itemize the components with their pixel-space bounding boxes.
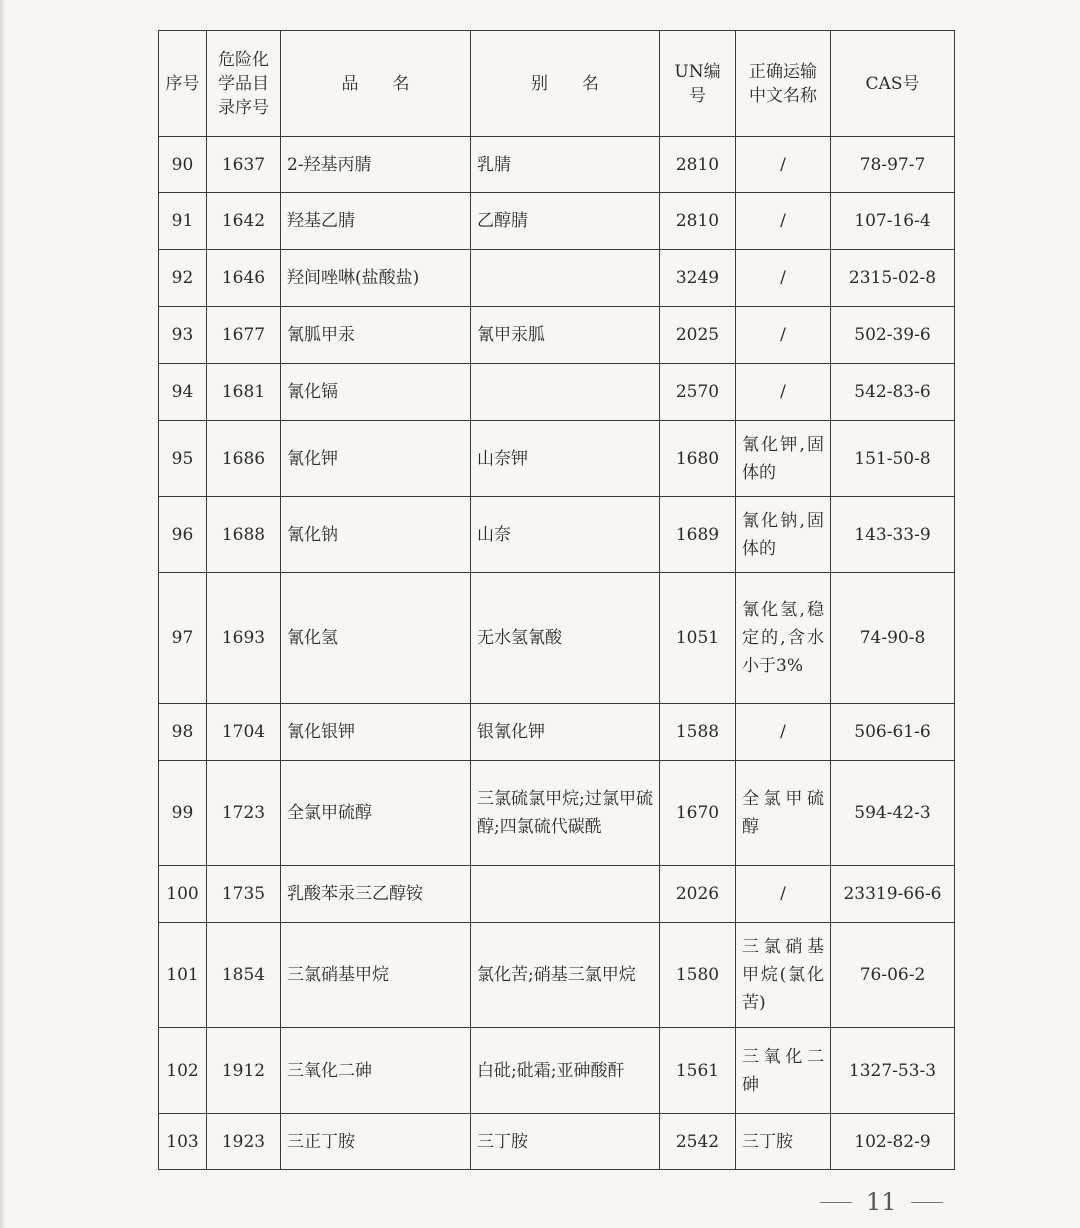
cell-transport: / (736, 250, 831, 307)
cell-name: 氰化氢 (281, 573, 471, 704)
cell-un: 2570 (660, 364, 736, 421)
cell-catalog: 1642 (207, 193, 281, 250)
table-row (159, 307, 955, 364)
cell-alias: 山奈钾 (471, 421, 660, 497)
cell-un: 3249 (660, 250, 736, 307)
cell-cas: 506-61-6 (831, 704, 955, 761)
cell-name: 全氯甲硫醇 (281, 761, 471, 866)
cell-name: 氰化钾 (281, 421, 471, 497)
cell-cas: 2315-02-8 (831, 250, 955, 307)
cell-catalog: 1854 (207, 923, 281, 1028)
cell-alias (471, 866, 660, 923)
cell-catalog: 1693 (207, 573, 281, 704)
cell-un: 1670 (660, 761, 736, 866)
cell-seq: 93 (159, 307, 207, 364)
chemical-table (158, 30, 955, 1170)
header-alias: 别 名 (471, 31, 660, 137)
cell-seq: 96 (159, 497, 207, 573)
cell-alias: 银氰化钾 (471, 704, 660, 761)
cell-cas: 78-97-7 (831, 137, 955, 193)
cell-catalog: 1704 (207, 704, 281, 761)
cell-un: 1689 (660, 497, 736, 573)
cell-un: 2542 (660, 1114, 736, 1170)
cell-transport: / (736, 193, 831, 250)
table-row (159, 704, 955, 761)
cell-name: 三氯硝基甲烷 (281, 923, 471, 1028)
cell-transport: / (736, 364, 831, 421)
footer-dash-right (911, 1202, 943, 1203)
cell-seq: 98 (159, 704, 207, 761)
cell-transport: 三丁胺 (736, 1114, 831, 1170)
cell-catalog: 1912 (207, 1028, 281, 1114)
cell-un: 2026 (660, 866, 736, 923)
table-row (159, 193, 955, 250)
table-row (159, 761, 955, 866)
cell-alias: 无水氢氰酸 (471, 573, 660, 704)
cell-cas: 151-50-8 (831, 421, 955, 497)
cell-transport: / (736, 307, 831, 364)
cell-cas: 107-16-4 (831, 193, 955, 250)
cell-un: 1051 (660, 573, 736, 704)
cell-alias: 三氯硫氯甲烷;过氯甲硫醇;四氯硫代碳酰 (471, 761, 660, 866)
cell-seq: 100 (159, 866, 207, 923)
cell-transport: / (736, 704, 831, 761)
cell-name: 乳酸苯汞三乙醇铵 (281, 866, 471, 923)
cell-seq: 90 (159, 137, 207, 193)
table-row (159, 250, 955, 307)
cell-alias: 乙醇腈 (471, 193, 660, 250)
cell-name: 氰化镉 (281, 364, 471, 421)
cell-cas: 502-39-6 (831, 307, 955, 364)
cell-catalog: 1923 (207, 1114, 281, 1170)
cell-transport: / (736, 137, 831, 193)
cell-transport: 三氧化二砷 (736, 1028, 831, 1114)
header-catalog: 危险化学品目录序号 (207, 31, 281, 137)
table-row (159, 137, 955, 193)
page-number: 11 (866, 1188, 897, 1216)
cell-catalog: 1681 (207, 364, 281, 421)
cell-seq: 92 (159, 250, 207, 307)
header-seq: 序号 (159, 31, 207, 137)
cell-catalog: 1637 (207, 137, 281, 193)
cell-transport: 氰化氢,稳定的,含水小于3% (736, 573, 831, 704)
cell-alias: 氯化苦;硝基三氯甲烷 (471, 923, 660, 1028)
page-footer (820, 1188, 950, 1216)
cell-name: 2-羟基丙腈 (281, 137, 471, 193)
header-row (159, 31, 955, 137)
table-row (159, 1028, 955, 1114)
cell-un: 2810 (660, 137, 736, 193)
cell-catalog: 1688 (207, 497, 281, 573)
header-transport: 正确运输中文名称 (736, 31, 831, 137)
cell-catalog: 1735 (207, 866, 281, 923)
cell-seq: 103 (159, 1114, 207, 1170)
cell-name: 羟基乙腈 (281, 193, 471, 250)
cell-name: 氰化钠 (281, 497, 471, 573)
header-cas: CAS号 (831, 31, 955, 137)
cell-un: 2025 (660, 307, 736, 364)
cell-seq: 101 (159, 923, 207, 1028)
cell-cas: 74-90-8 (831, 573, 955, 704)
table-row (159, 866, 955, 923)
cell-catalog: 1677 (207, 307, 281, 364)
cell-name: 羟间唑啉(盐酸盐) (281, 250, 471, 307)
cell-transport: 全氯甲硫醇 (736, 761, 831, 866)
table-row (159, 1114, 955, 1170)
table-row (159, 923, 955, 1028)
cell-name: 三氧化二砷 (281, 1028, 471, 1114)
table-row (159, 421, 955, 497)
cell-alias: 氰甲汞胍 (471, 307, 660, 364)
cell-seq: 95 (159, 421, 207, 497)
table-row (159, 497, 955, 573)
cell-seq: 97 (159, 573, 207, 704)
cell-cas: 23319-66-6 (831, 866, 955, 923)
header-un: UN编号 (660, 31, 736, 137)
cell-seq: 102 (159, 1028, 207, 1114)
cell-name: 氰化银钾 (281, 704, 471, 761)
cell-cas: 542-83-6 (831, 364, 955, 421)
cell-name: 氰胍甲汞 (281, 307, 471, 364)
cell-catalog: 1646 (207, 250, 281, 307)
cell-cas: 594-42-3 (831, 761, 955, 866)
cell-alias: 三丁胺 (471, 1114, 660, 1170)
cell-un: 1680 (660, 421, 736, 497)
cell-un: 1580 (660, 923, 736, 1028)
cell-seq: 91 (159, 193, 207, 250)
cell-transport: 氰化钠,固体的 (736, 497, 831, 573)
cell-catalog: 1686 (207, 421, 281, 497)
page-edge (0, 0, 6, 1228)
header-name: 品 名 (281, 31, 471, 137)
footer-dash-left (820, 1202, 852, 1203)
cell-seq: 94 (159, 364, 207, 421)
cell-un: 1588 (660, 704, 736, 761)
cell-alias: 山奈 (471, 497, 660, 573)
cell-transport: 三氯硝基甲烷(氯化苦) (736, 923, 831, 1028)
cell-alias (471, 364, 660, 421)
table-row (159, 573, 955, 704)
cell-alias (471, 250, 660, 307)
table-row (159, 364, 955, 421)
cell-alias: 乳腈 (471, 137, 660, 193)
cell-transport: 氰化钾,固体的 (736, 421, 831, 497)
cell-transport: / (736, 866, 831, 923)
cell-catalog: 1723 (207, 761, 281, 866)
cell-un: 2810 (660, 193, 736, 250)
cell-alias: 白砒;砒霜;亚砷酸酐 (471, 1028, 660, 1114)
cell-name: 三正丁胺 (281, 1114, 471, 1170)
cell-cas: 143-33-9 (831, 497, 955, 573)
cell-seq: 99 (159, 761, 207, 866)
cell-un: 1561 (660, 1028, 736, 1114)
cell-cas: 1327-53-3 (831, 1028, 955, 1114)
cell-cas: 102-82-9 (831, 1114, 955, 1170)
cell-cas: 76-06-2 (831, 923, 955, 1028)
